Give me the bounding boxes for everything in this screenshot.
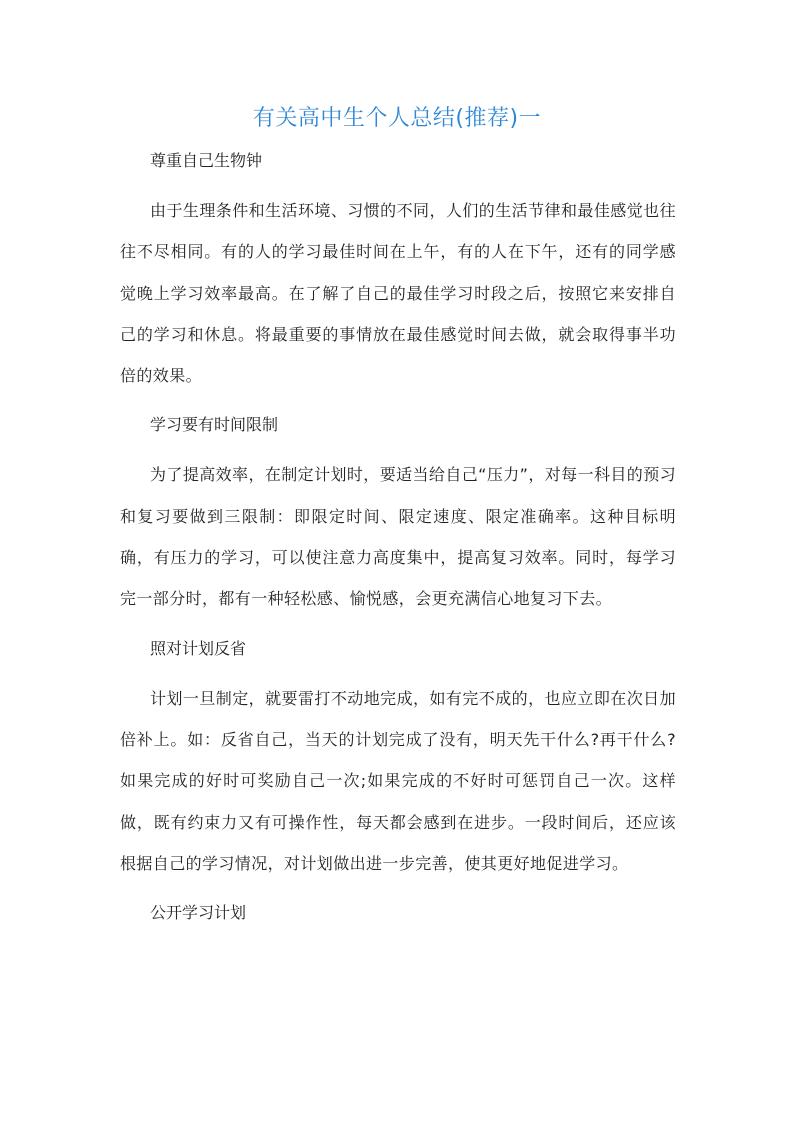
section-paragraph-plan-reflection: 计划一旦制定，就要雷打不动地完成，如有完不成的，也应立即在次日加倍补上。如：反省自己，当天的计划完成了没有，明天先干什么?再干什么?如果完成的好时可奖励自己一次;如果完成的不好时可惩罚自己一次。这样做，既有约束力又有可操作性，每天都会感到在进步。一段时间后，还应该根据自己的学习情况，对计划做出进一步完善，使其更好地促进学习。 <box>120 688 676 873</box>
section-heading-public-plan: 公开学习计划 <box>150 903 247 923</box>
section-heading-biological-clock: 尊重自己生物钟 <box>150 151 263 170</box>
document-body <box>120 146 676 942</box>
section-heading-time-limit: 学习要有时间限制 <box>150 415 279 435</box>
section-paragraph-time-limit: 为了提高效率，在制定计划时，要适当给自己“压力”，对每一科目的预习和复习要做到三限制：即限定时间、限定速度、限定准确率。这种目标明确，有压力的学习，可以使注意力高度集中，提高复习效率。同时，每学习完一部分时，都有一种轻松感、愉悦感，会更充满信心地复习下去。 <box>120 465 676 609</box>
document-title: 有关高中生个人总结(推荐)一 <box>252 106 542 131</box>
section-heading-plan-reflection: 照对计划反省 <box>150 638 247 658</box>
section-paragraph-biological-clock: 由于生理条件和生活环境、习惯的不同，人们的生活节律和最佳感觉也往往不尽相同。有的人的学习最佳时间在上午，有的人在下午，还有的同学感觉晚上学习效率最高。在了解了自己的最佳学习时段之后，按照它来安排自己的学习和休息。将最重要的事情放在最佳感觉时间去做，就会取得事半功倍的效果。 <box>120 201 676 386</box>
